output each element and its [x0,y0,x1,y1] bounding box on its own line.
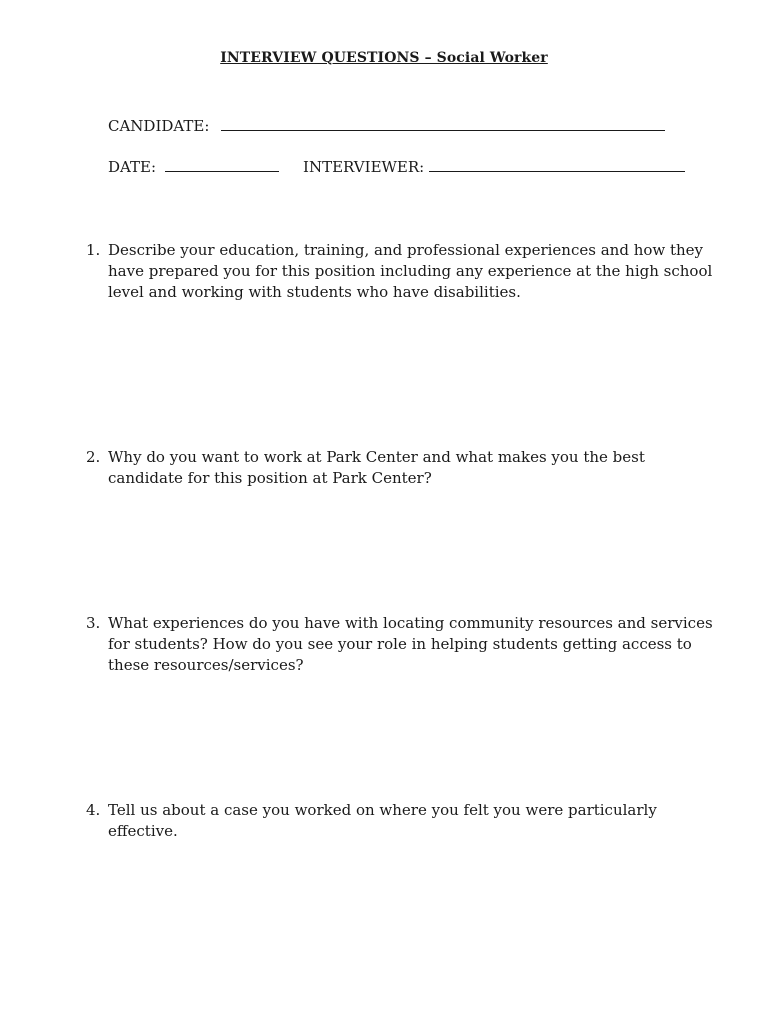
candidate-label: CANDIDATE: [108,117,210,135]
question-text: Tell us about a case you worked on where you felt you were particularly effective. [108,801,657,840]
interviewer-label: INTERVIEWER: [303,158,425,176]
question-text: Why do you want to work at Park Center and what makes you the best candidate for this position at Park Center? [108,448,645,487]
date-interviewer-row [108,157,685,176]
candidate-field-row [108,116,665,135]
interviewer-blank-line[interactable] [429,157,685,172]
question-number: 1. [86,241,101,259]
question-number: 3. [86,614,101,632]
question-text: Describe your education, training, and professional experiences and how they have prepared you for this position including any experience at the high school level and working with students who have disabilities. [108,241,713,301]
question-text: What experiences do you have with locating community resources and services for students? How do you see your role in helping students getting access to these resources/services? [108,614,713,674]
question-item [86,613,716,676]
date-label: DATE: [108,158,157,176]
date-blank-line[interactable] [165,157,279,172]
question-item [86,240,716,303]
candidate-blank-line[interactable] [221,116,665,131]
question-item [86,800,716,842]
question-item [86,447,716,489]
question-number: 4. [86,801,101,819]
page-title: INTERVIEW QUESTIONS – Social Worker [220,50,548,66]
question-number: 2. [86,448,101,466]
